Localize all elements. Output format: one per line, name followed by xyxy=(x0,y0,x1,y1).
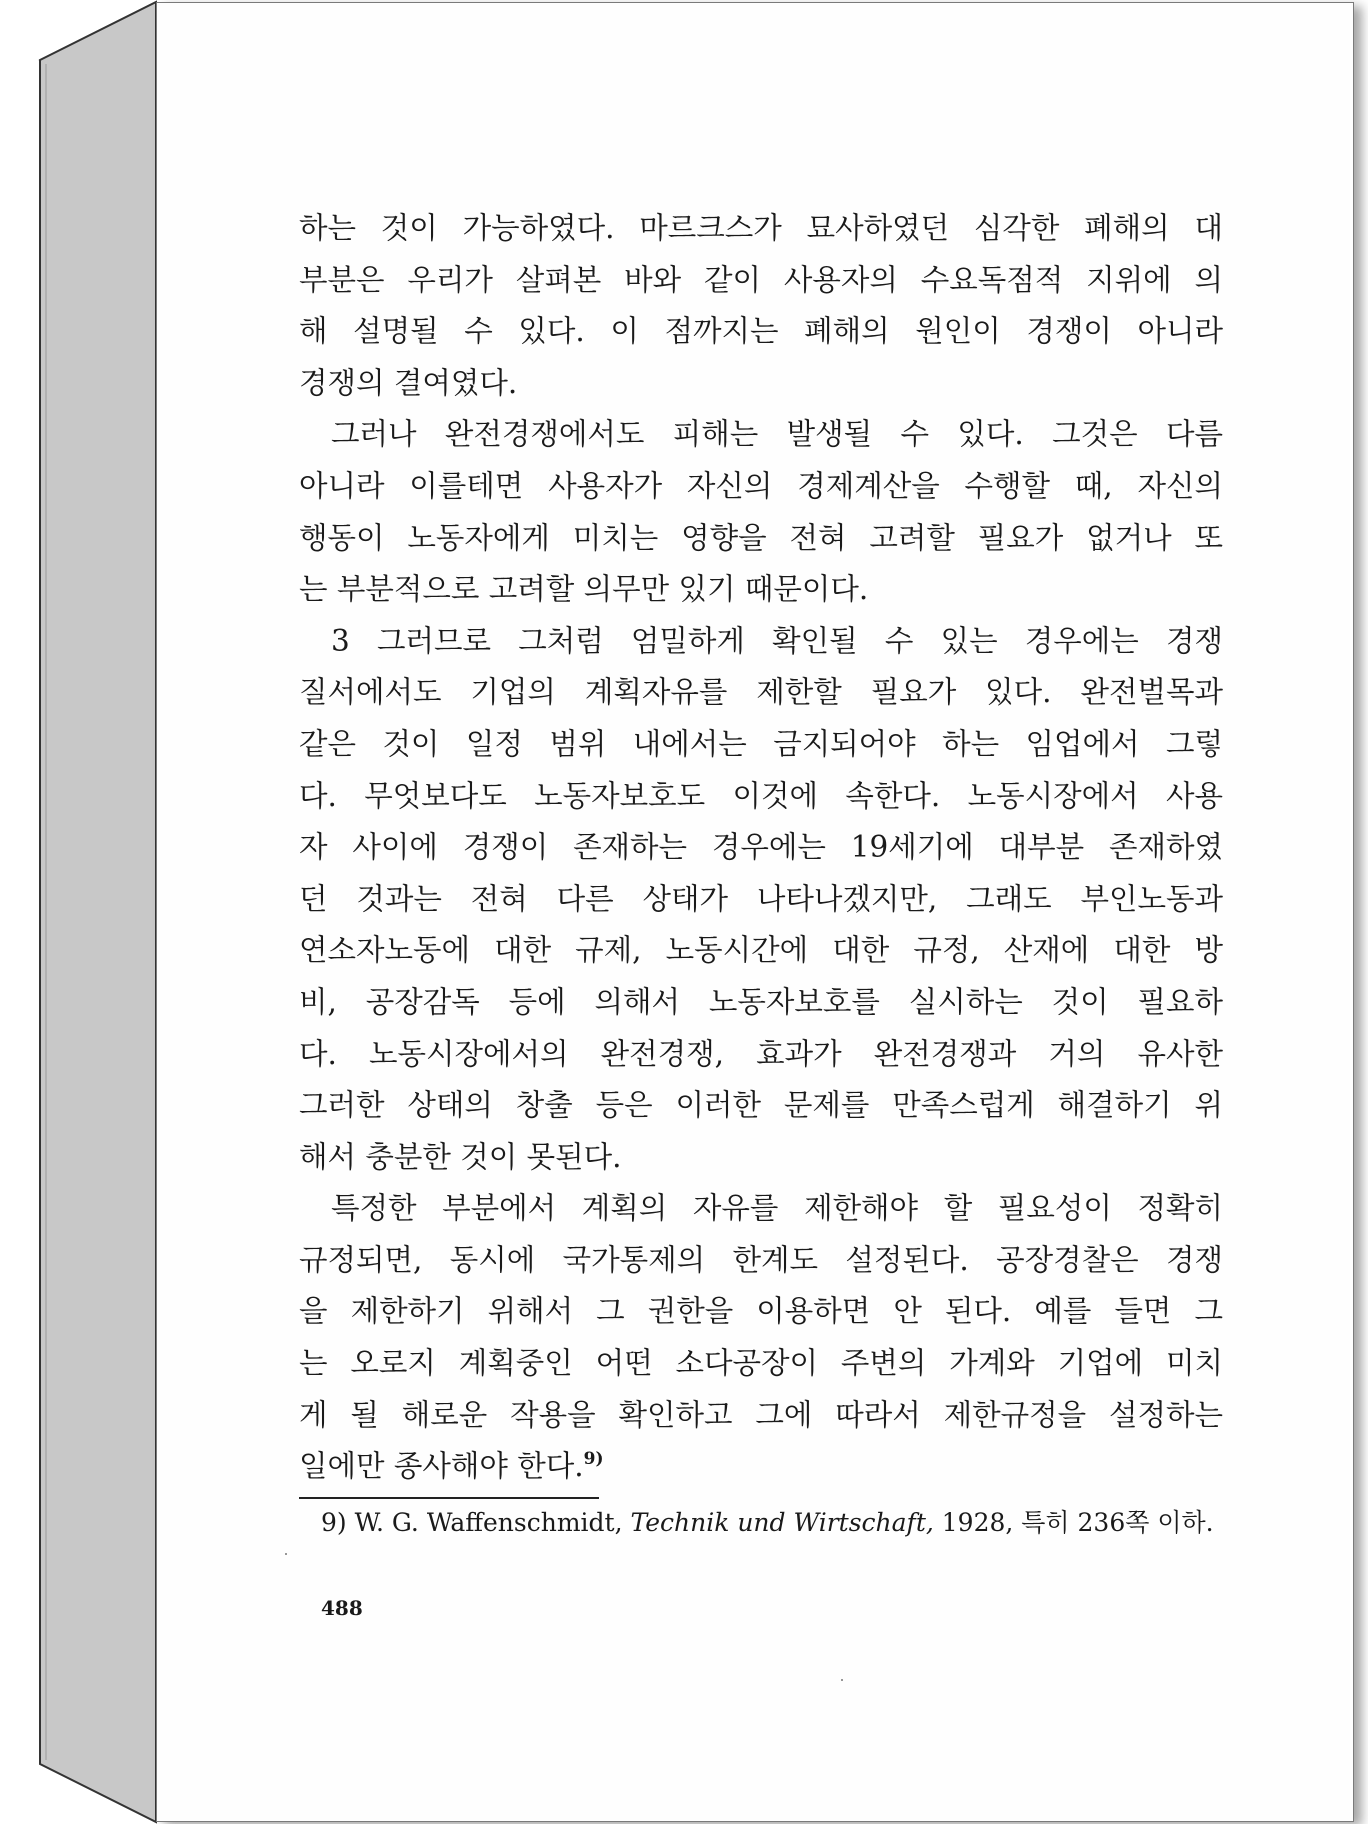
text-line: 특정한 부분에서 계획의 자유를 제한해야 할 필요성이 정확히 xyxy=(331,1191,1223,1226)
text-line: 연소자노동에 대한 규제, 노동시간에 대한 규정, 산재에 대한 방 xyxy=(299,933,1223,968)
body-text xyxy=(299,203,1223,1493)
footnote-number: 9) xyxy=(321,1508,347,1537)
text-line: 같은 것이 일정 범위 내에서는 금지되어야 하는 임업에서 그렇 xyxy=(299,726,1223,761)
text-line: 아니라 이를테면 사용자가 자신의 경제계산을 수행할 때, 자신의 xyxy=(299,468,1223,503)
text-line: 그러한 상태의 창출 등은 이러한 문제를 만족스럽게 해결하기 위 xyxy=(299,1088,1223,1123)
text-line: 경쟁의 결여였다. xyxy=(299,365,518,400)
text-line: 던 것과는 전혀 다른 상태가 나타나겠지만, 그래도 부인노동과 xyxy=(299,881,1223,916)
footnote-rest: 1928, 특히 236쪽 이하. xyxy=(941,1508,1214,1537)
text-line: 일에만 종사해야 한다. xyxy=(299,1449,584,1484)
text-line: 자 사이에 경쟁이 존재하는 경우에는 19세기에 대부분 존재하였 xyxy=(299,830,1223,865)
book-page xyxy=(156,2,1354,1822)
book-spine-face xyxy=(40,2,156,1822)
page-number: 488 xyxy=(321,1596,363,1620)
text-line: 규정되면, 동시에 국가통제의 한계도 설정된다. 공장경찰은 경쟁 xyxy=(299,1242,1223,1277)
footnote-divider xyxy=(299,1497,599,1499)
text-line: 행동이 노동자에게 미치는 영향을 전혀 고려할 필요가 없거나 또 xyxy=(299,520,1223,555)
text-line: 게 될 해로운 작용을 확인하고 그에 따라서 제한규정을 설정하는 xyxy=(299,1397,1223,1432)
text-line: 해서 충분한 것이 못된다. xyxy=(299,1139,622,1174)
scan-speck xyxy=(841,1679,843,1681)
section-3-first-line: 3 그러므로 그처럼 엄밀하게 확인될 수 있는 경우에는 경쟁 xyxy=(331,623,1223,658)
text-line: 을 제한하기 위해서 그 권한을 이용하면 안 된다. 예를 들면 그 xyxy=(299,1294,1223,1329)
text-line: 다. 무엇보다도 노동자보호도 이것에 속한다. 노동시장에서 사용 xyxy=(299,778,1223,813)
text-line: 는 오로지 계획중인 어떤 소다공장이 주변의 가계와 기업에 미치 xyxy=(299,1346,1223,1381)
text-line: 질서에서도 기업의 계획자유를 제한할 필요가 있다. 완전벌목과 xyxy=(299,675,1223,710)
text-line: 하는 것이 가능하였다. 마르크스가 묘사하였던 심각한 폐해의 대 xyxy=(299,211,1223,245)
text-line: 해 설명될 수 있다. 이 점까지는 폐해의 원인이 경쟁이 아니라 xyxy=(299,314,1223,349)
text-line: 비, 공장감독 등에 의해서 노동자보호를 실시하는 것이 필요하 xyxy=(299,984,1223,1019)
text-line-with-footnote xyxy=(299,1441,1223,1493)
footnote-title: Technik und Wirtschaft, xyxy=(630,1508,934,1537)
text-line: 다. 노동시장에서의 완전경쟁, 효과가 완전경쟁과 거의 유사한 xyxy=(299,1036,1223,1071)
text-line: 부분은 우리가 살펴본 바와 같이 사용자의 수요독점적 지위에 의 xyxy=(299,262,1223,297)
text-line: 그러나 완전경쟁에서도 피해는 발생될 수 있다. 그것은 다름 xyxy=(331,417,1223,452)
text-line: 는 부분적으로 고려할 의무만 있기 때문이다. xyxy=(299,572,869,607)
scan-speck xyxy=(285,1553,287,1555)
footnote-marker[interactable]: 9) xyxy=(583,1449,604,1470)
footnote xyxy=(321,1505,1223,1541)
footnote-author: W. G. Waffenschmidt, xyxy=(354,1508,623,1537)
